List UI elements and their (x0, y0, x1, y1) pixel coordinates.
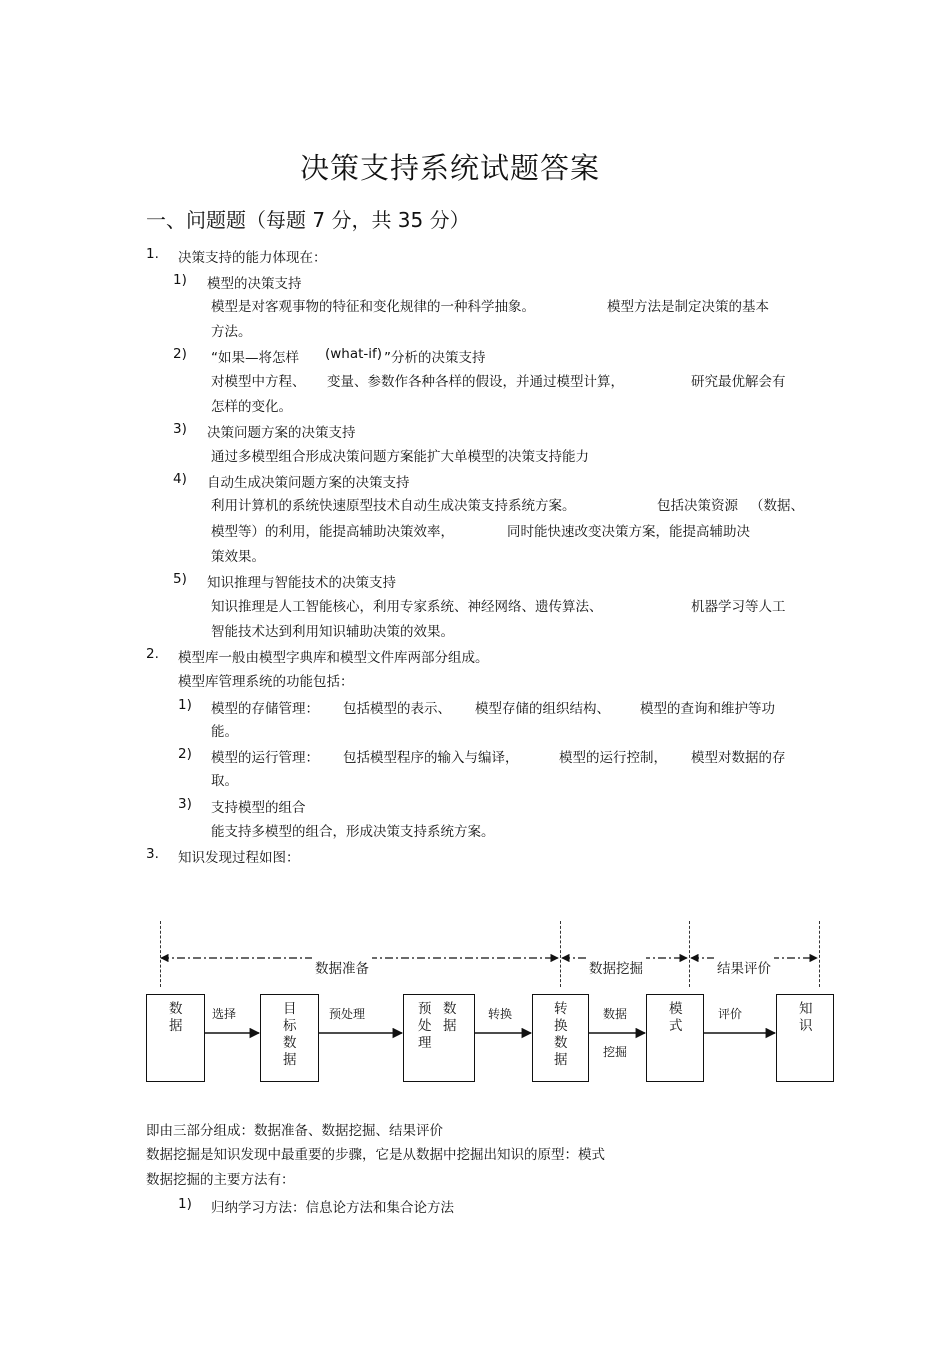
q2-item1-title: 模型的存储管理： (211, 701, 319, 717)
q1-item4-number: 4) (173, 471, 187, 487)
q1-item4-body: （数据、 (750, 498, 804, 514)
q1-item2-title: (what-if) (325, 346, 383, 362)
page-title: 决策支持系统试题答案 (300, 151, 601, 185)
arrow-label: 选择 (212, 1007, 237, 1021)
q1-item1-body: 模型是对客观事物的特征和变化规律的一种科学抽象。 (211, 299, 535, 315)
phase-label: 结果评价 (714, 957, 774, 977)
summary-line: 数据挖掘的主要方法有： (146, 1172, 295, 1188)
q1-item2-body: 对模型中方程、 (211, 374, 306, 390)
q2-item2-body: 取。 (211, 773, 238, 789)
q1-item5-body: 知识推理是人工智能核心，利用专家系统、神经网络、遗传算法、 (211, 599, 603, 615)
box-label: 数 据 (169, 1001, 183, 1034)
box-label: 知 识 (799, 1001, 813, 1034)
q2-item2-title: 模型的运行管理： (211, 750, 319, 766)
q1-item1-body: 模型方法是制定决策的基本 (607, 299, 769, 315)
q1-number: 1. (146, 246, 159, 262)
q2-item3-body: 能支持多模型的组合，形成决策支持系统方案。 (211, 824, 495, 840)
arrow-label: 数据 (603, 1007, 628, 1021)
arrow-label: 评价 (718, 1007, 743, 1021)
q2-item1-body: 能。 (211, 724, 238, 740)
q2-item2-body: 模型的运行控制， (559, 750, 667, 766)
box-target-data (260, 994, 319, 1082)
q1-item2-body: 研究最优解会有 (691, 374, 786, 390)
box-data (146, 994, 205, 1082)
q1-item5-body: 机器学习等人工 (691, 599, 786, 615)
section-heading: 一、问题题（每题 7 分，共 35 分） (146, 208, 470, 232)
q2-item1-number: 1) (178, 697, 192, 713)
q2-item1-body: 包括模型的表示、 (343, 701, 451, 717)
q1-item1-number: 1) (173, 272, 187, 288)
q2-item1-body: 模型存储的组织结构、 (475, 701, 610, 717)
q1-item5-body: 智能技术达到利用知识辅助决策的效果。 (211, 624, 454, 640)
q1-item4-body: 利用计算机的系统快速原型技术自动生成决策支持系统方案。 (211, 498, 576, 514)
q1-item2-number: 2) (173, 346, 187, 362)
q2-text: 模型库管理系统的功能包括： (178, 674, 354, 690)
method-text: 归纳学习方法：信息论方法和集合论方法 (211, 1200, 454, 1216)
q1-item1-body: 方法。 (211, 324, 252, 340)
q1-item4-title: 自动生成决策问题方案的决策支持 (207, 475, 410, 491)
q2-item3-title: 支持模型的组合 (211, 800, 306, 816)
box-label: 模 式 (669, 1001, 683, 1034)
q2-item2-body: 包括模型程序的输入与编译， (343, 750, 519, 766)
box-label: 预 处 理 (418, 1001, 432, 1051)
q2-item3-number: 3) (178, 796, 192, 812)
q1-item3-title: 决策问题方案的决策支持 (207, 425, 356, 441)
q3-number: 3. (146, 846, 159, 862)
box-label: 数 据 (443, 1001, 457, 1034)
method-number: 1) (178, 1196, 192, 1212)
q2-item1-body: 模型的查询和维护等功 (640, 701, 775, 717)
box-label: 目 标 数 据 (283, 1001, 297, 1068)
q1-item4-body: 同时能快速改变决策方案，能提高辅助决 (507, 524, 750, 540)
q1-item2-body: 变量、参数作各种各样的假设，并通过模型计算， (327, 374, 624, 390)
box-knowledge (776, 994, 834, 1082)
q1-item5-title: 知识推理与智能技术的决策支持 (207, 575, 396, 591)
q3-text: 知识发现过程如图： (178, 850, 300, 866)
phase-label: 数据挖掘 (586, 957, 646, 977)
q1-text: 决策支持的能力体现在： (178, 250, 327, 266)
arrow-label: 预处理 (329, 1007, 366, 1021)
arrow-label: 转换 (488, 1007, 513, 1021)
q1-item1-title: 模型的决策支持 (207, 276, 302, 292)
q1-item3-number: 3) (173, 421, 187, 437)
q2-item2-number: 2) (178, 746, 192, 762)
box-transformed-data (532, 994, 589, 1082)
phase-label: 数据准备 (312, 957, 372, 977)
q2-item2-body: 模型对数据的存 (691, 750, 786, 766)
q1-item4-body: 策效果。 (211, 549, 265, 565)
q1-item4-body: 模型等）的利用，能提高辅助决策效率， (211, 524, 454, 540)
q1-item2-body: 怎样的变化。 (211, 399, 292, 415)
q1-item4-body: 包括决策资源 (657, 498, 738, 514)
summary-line: 数据挖掘是知识发现中最重要的步骤，它是从数据中挖掘出知识的原型：模式 (146, 1147, 605, 1163)
summary-line: 即由三部分组成：数据准备、数据挖掘、结果评价 (146, 1123, 443, 1139)
box-pattern (646, 994, 704, 1082)
q1-item2-title: ”分析的决策支持 (384, 350, 486, 366)
box-preprocess-data (403, 994, 475, 1082)
box-label: 转 换 数 据 (554, 1001, 568, 1068)
q1-item2-title: “如果—将怎样 (211, 350, 299, 366)
q1-item3-body: 通过多模型组合形成决策问题方案能扩大单模型的决策支持能力 (211, 449, 589, 465)
q1-item5-number: 5) (173, 571, 187, 587)
q2-text: 模型库一般由模型字典库和模型文件库两部分组成。 (178, 650, 489, 666)
arrow-label: 挖掘 (603, 1045, 628, 1059)
q2-number: 2. (146, 646, 159, 662)
